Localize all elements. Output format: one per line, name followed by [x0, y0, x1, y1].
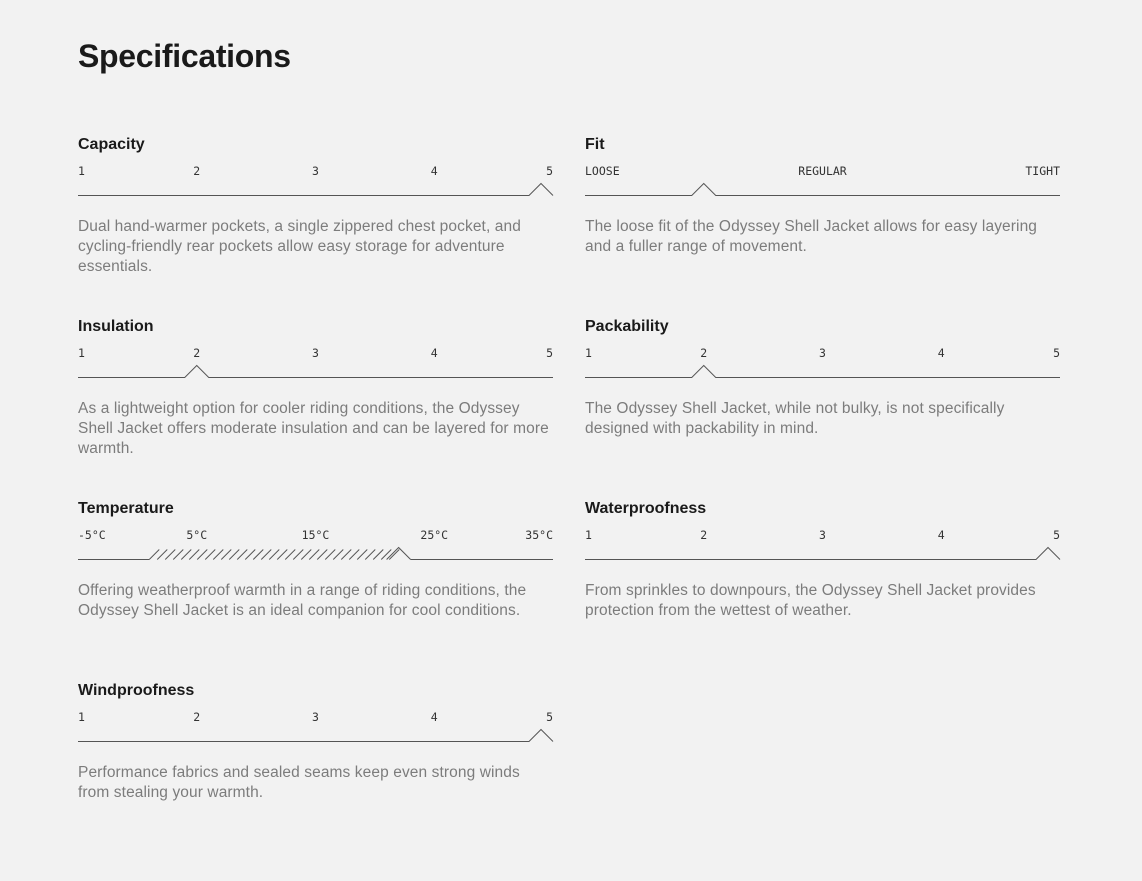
spec-title: Capacity	[78, 136, 145, 153]
spec-scale	[585, 346, 1060, 386]
spec-description: From sprinkles to downpours, the Odyssey Shell Jacket provides protection from the wettest of weather.	[585, 582, 1036, 619]
scale-line	[78, 366, 553, 386]
scale-marker	[78, 184, 553, 196]
scale-tick-label: 3	[312, 164, 319, 178]
spec-title: Waterproofness	[585, 500, 707, 517]
scale-tick-label: 5°C	[186, 528, 208, 542]
spec-scale	[585, 528, 1060, 568]
spec-description: Offering weatherproof warmth in a range of riding conditions, the Odyssey Shell Jacket is an ideal companion for cool conditions.	[78, 582, 527, 619]
scale-tick-label: LOOSE	[585, 164, 620, 178]
spec-title: Windproofness	[78, 682, 195, 699]
scale-tick-label: 5	[1053, 346, 1060, 360]
spec-windproofness	[78, 682, 553, 803]
spec-capacity	[78, 136, 553, 277]
scale-line	[585, 184, 1060, 204]
spec-scale	[78, 528, 553, 568]
scale-tick-label: TIGHT	[1025, 164, 1060, 178]
scale-marker	[78, 730, 553, 742]
scale-tick-label: 4	[430, 164, 438, 178]
spec-title: Temperature	[78, 500, 174, 517]
scale-tick-label: 1	[78, 710, 85, 724]
spec-insulation	[78, 318, 553, 459]
spec-description: Dual hand-warmer pockets, a single zippered chest pocket, and cycling-friendly rear pockets allow easy storage for adventure essentials.	[78, 218, 521, 275]
spec-scale	[78, 346, 553, 386]
scale-tick-label: 1	[78, 164, 85, 178]
scale-tick-label: 2	[700, 528, 708, 542]
spec-temperature	[78, 500, 553, 621]
spec-scale	[78, 710, 553, 750]
spec-title: Packability	[585, 318, 669, 335]
scale-tick-label: -5°C	[78, 528, 106, 542]
scale-tick-label: REGULAR	[798, 164, 847, 178]
spec-description: As a lightweight option for cooler riding conditions, the Odyssey Shell Jacket offers moderate insulation and can be layered for more warmth.	[78, 400, 549, 457]
spec-title: Fit	[585, 136, 605, 153]
scale-tick-label: 5	[546, 710, 553, 724]
scale-tick-label: 4	[937, 528, 945, 542]
scale-tick-label: 2	[700, 346, 708, 360]
scale-tick-label: 3	[819, 528, 826, 542]
spec-scale	[585, 164, 1060, 204]
scale-tick-label: 4	[937, 346, 945, 360]
temperature-range-band	[149, 550, 399, 560]
scale-tick-label: 4	[430, 710, 438, 724]
scale-tick-label: 2	[193, 710, 201, 724]
spec-description: The Odyssey Shell Jacket, while not bulky, is not specifically designed with packability in mind.	[585, 400, 1005, 437]
scale-marker	[585, 366, 1060, 378]
scale-tick-label: 15°C	[301, 528, 330, 542]
scale-tick-label: 5	[546, 164, 553, 178]
scale-tick-label: 35°C	[525, 528, 553, 542]
page-title: Specifications	[78, 38, 291, 74]
scale-tick-label: 5	[1053, 528, 1060, 542]
scale-marker	[585, 184, 1060, 196]
spec-description: The loose fit of the Odyssey Shell Jacket allows for easy layering and a fuller range of movement.	[585, 218, 1038, 255]
scale-marker	[585, 548, 1060, 560]
scale-marker	[387, 548, 411, 560]
scale-marker	[78, 366, 553, 378]
scale-tick-label: 1	[78, 346, 85, 360]
scale-line	[78, 548, 553, 568]
scale-tick-label: 3	[312, 710, 319, 724]
scale-line	[78, 184, 553, 204]
scale-tick-label: 1	[585, 346, 592, 360]
scale-line	[78, 730, 553, 750]
scale-line	[585, 548, 1060, 568]
scale-tick-label: 1	[585, 528, 592, 542]
spec-packability	[585, 318, 1060, 439]
scale-tick-label: 25°C	[420, 528, 449, 542]
spec-waterproofness	[585, 500, 1060, 621]
spec-scale	[78, 164, 553, 204]
spec-title: Insulation	[78, 318, 154, 335]
scale-tick-label: 4	[430, 346, 438, 360]
scale-tick-label: 5	[546, 346, 553, 360]
spec-fit	[585, 136, 1060, 257]
scale-line	[585, 366, 1060, 386]
scale-tick-label: 3	[819, 346, 826, 360]
scale-tick-label: 2	[193, 164, 201, 178]
scale-tick-label: 3	[312, 346, 319, 360]
spec-description: Performance fabrics and sealed seams keep even strong winds from stealing your warmth.	[78, 764, 520, 801]
scale-tick-label: 2	[193, 346, 201, 360]
